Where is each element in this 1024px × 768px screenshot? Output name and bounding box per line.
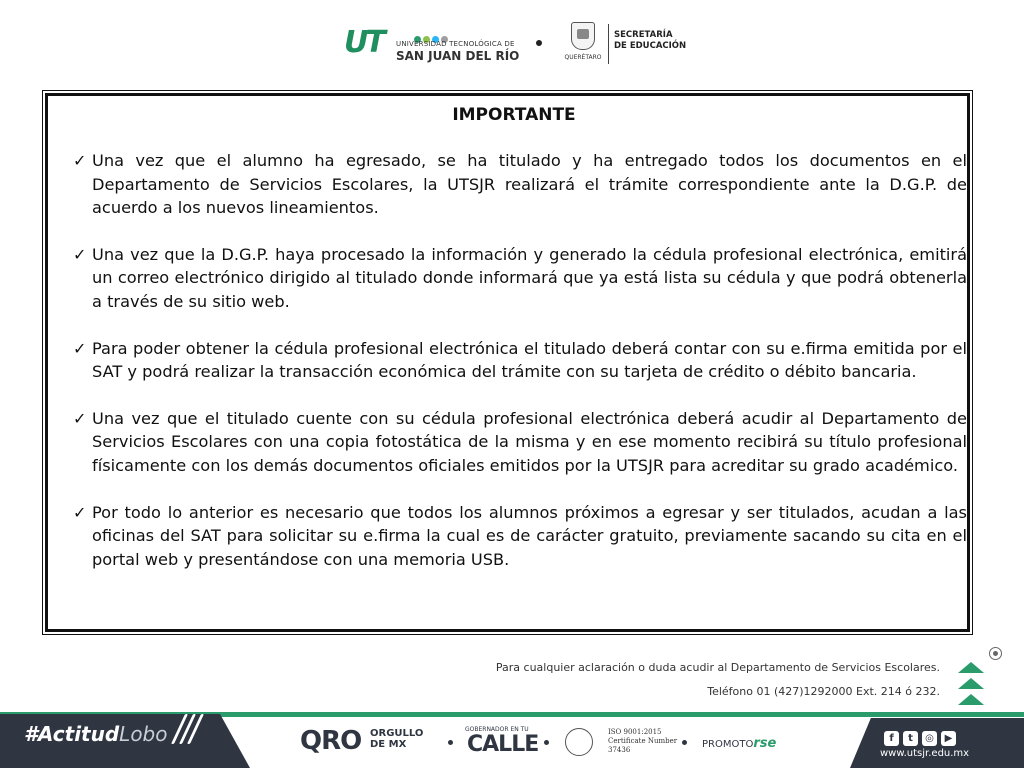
promoto-suffix: rse [753,736,777,751]
queretaro-label: QUERÉTARO [564,54,602,61]
instagram-icon[interactable]: ◎ [922,731,937,746]
sponsor-logos [300,722,800,762]
separator-dot [536,40,542,46]
contact-line-1: Para cualquier aclaración o duda acudir al Departamento de Servicios Escolares. [495,661,940,674]
website-url[interactable]: www.utsjr.edu.mx [880,748,970,759]
radio-button-icon[interactable] [989,647,1002,660]
orgullo-mx-logo [370,728,423,750]
iso-line2: Certificate Number [608,737,678,745]
separator-dot [682,740,687,745]
list-item [73,149,967,220]
orgullo-line1: ORGULLO [370,728,424,739]
logo-dots [414,28,450,36]
hashtag-bold: #Actitud [24,722,120,746]
checkmark-icon: ✓ [73,502,87,522]
secretaria-line1: SECRETARÍA [614,30,673,40]
shield-icon [571,22,595,50]
hashtag-actitud-lobo [24,722,167,746]
list-item-text: Una vez que el titulado cuente con su cédula profesional electrónica deberá acudir al Departamento de Servicios Escolares con una copia fotostática de la misma y en ese momento recibirá su título profesional físicamente con los demás documentos oficiales emitidos por la UTSJR para acreditar su grado académico. [92,408,967,475]
list-item-text: Por todo lo anterior es necesario que todos los alumnos próximos a egresar y ser titulados, acudan a las oficinas del SAT para solicitar su e.firma la cual es de carácter gratuito, previamente sacando su cita en el portal web y presentándose con una memoria USB. [92,502,967,569]
list-item-text: Una vez que la D.G.P. haya procesado la información y generado la cédula profesional electrónica, emitirá un correo electrónico dirigido al titulado donde informará que ya está lista su cédula y que podrá obtenerla a través de su sitio web. [92,244,967,311]
certification-seal-icon [565,728,593,756]
facebook-icon[interactable]: f [884,731,899,746]
iso-certificate [608,728,677,755]
gobernador-label: GOBERNADOR EN TU [465,726,529,733]
twitter-icon[interactable]: t [903,731,918,746]
list-item [73,337,967,384]
iso-line1: ISO 9001:2015 [608,728,662,736]
contact-phone: Teléfono 01 (427)1292000 Ext. 214 ó 232. [707,685,940,698]
ut-mark: UT [344,25,383,60]
list-item [73,407,967,478]
list-item [73,501,967,572]
list-item [73,243,967,314]
utsjr-logo [344,24,520,64]
separator-dot [544,740,549,745]
notice-title: IMPORTANTE [452,105,576,125]
list-item-text: Una vez que el alumno ha egresado, se ha titulado y ha entregado todos los documentos en el Departamento de Servicios Escolares, la UTSJR realizará el trámite correspondiente ante la D.G.P. de acuerdo a los nuevos lineamientos. [92,151,967,218]
separator-dot [448,740,453,745]
university-name-line2: SAN JUAN DEL RÍO [396,49,520,63]
university-name-line1: UNIVERSIDAD TECNOLÓGICA DE [396,40,515,48]
iso-line3: 37436 [608,746,631,754]
claw-marks-icon [172,714,204,746]
queretaro-seal [563,22,603,66]
notice-list [73,149,967,594]
calle-logo: CALLE [467,732,539,757]
orgullo-line2: DE MX [370,739,407,750]
checkmark-icon: ✓ [73,151,87,170]
promoto-prefix: PROMOTO [702,739,754,750]
header [0,18,1024,70]
checkmark-icon: ✓ [73,244,87,264]
secretaria-logo [614,30,686,52]
hashtag-light: Lobo [119,722,168,746]
youtube-icon[interactable]: ▶ [941,731,956,746]
important-notice-box [45,93,970,632]
secretaria-line2: DE EDUCACIÓN [614,41,687,51]
social-icons [884,726,960,742]
checkmark-icon: ✓ [73,338,87,358]
chevron-up-icon [958,660,984,710]
list-item-text: Para poder obtener la cédula profesional electrónica el titulado deberá contar con su e.firma emitida por el SAT y podrá realizar la transacción económica del trámite con su tarjeta de crédito o débito bancaria. [92,338,967,382]
promotorse-logo [702,736,776,751]
header-divider [608,24,609,64]
qro-logo: QRO [300,726,362,756]
checkmark-icon: ✓ [73,408,87,428]
